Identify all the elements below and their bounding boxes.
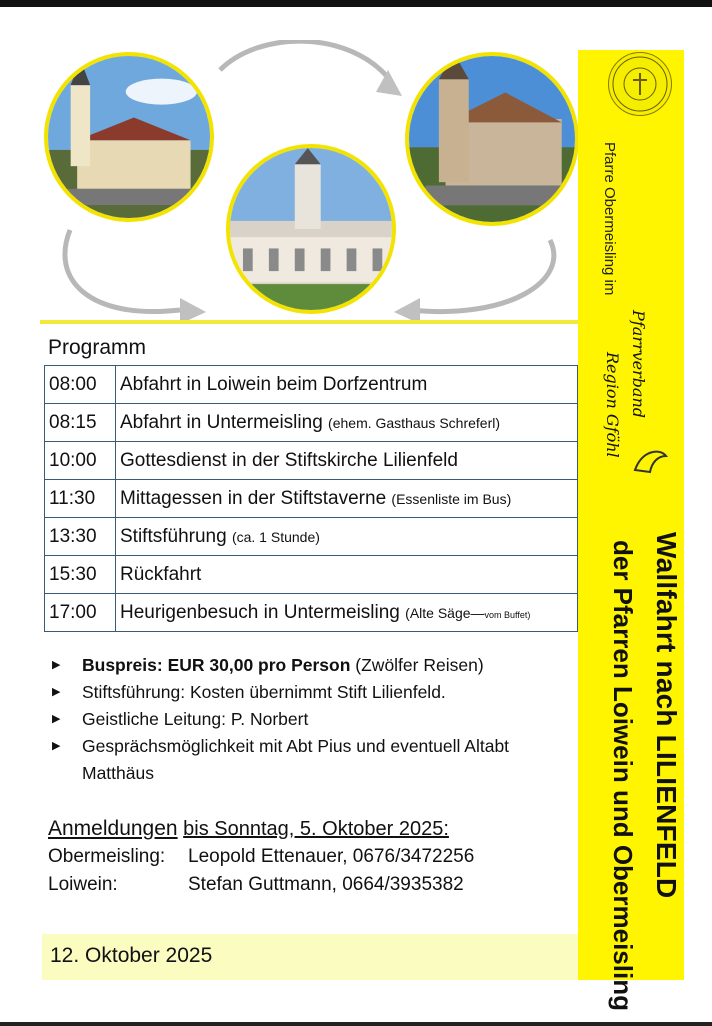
time-cell: 10:00 [45,442,116,480]
list-item: ▶ Geistliche Leitung: P. Norbert [46,706,566,733]
registration-heading: Anmeldungen bis Sonntag, 5. Oktober 2025: [48,817,449,840]
side-banner [578,50,684,1011]
dove-icon [630,440,670,480]
time-cell: 08:00 [45,366,116,404]
time-cell: 15:30 [45,556,116,594]
table-row [45,556,578,594]
program-table [44,365,578,632]
list-item: ▶ Gesprächsmöglichkeit mit Abt Pius und eventuell Altabt Matthäus [46,733,566,787]
activity-cell: Abfahrt in Loiwein beim Dorfzentrum [116,366,578,404]
table-row [45,442,578,480]
date-footer [42,934,578,980]
bottom-border [0,1022,712,1026]
event-date: 12. Oktober 2025 [50,944,213,967]
activity-cell: Stiftsführung (ca. 1 Stunde) [116,518,578,556]
contact-row: Obermeisling: Leopold Ettenauer, 0676/3472256 [48,846,475,867]
activity-cell: Rückfahrt [116,556,578,594]
divider-line [40,320,580,324]
table-row [45,594,578,632]
activity-cell: Heurigenbesuch in Untermeisling (Alte Säge—vom Buffet) [116,594,578,632]
program-title: Programm [48,336,147,359]
table-row [45,404,578,442]
photo-collage [30,40,590,330]
list-item: ▶ Buspreis: EUR 30,00 pro Person (Zwölfer Reisen) [46,652,566,679]
activity-cell: Mittagessen in der Stiftstaverne (Essenliste im Bus) [116,480,578,518]
contact-row: Loiwein: Stefan Guttmann, 0664/3935382 [48,874,464,895]
church-photo-loiwein [44,52,214,222]
parish-label: Pfarre Obermeisling im [601,142,618,296]
list-item: ▶ Stiftsführung: Kosten übernimmt Stift Lilienfeld. [46,679,566,706]
banner-title: Wallfahrt nach LILIENFELD [651,532,682,899]
parish-seal-icon [608,52,672,116]
time-cell: 13:30 [45,518,116,556]
banner-subtitle: der Pfarren Loiwein und Obermeisling [608,540,638,1011]
info-list [46,652,566,787]
pfarrverband-label: Pfarrverband [629,310,648,419]
cloister-photo-lilienfeld [226,144,396,314]
time-cell: 17:00 [45,594,116,632]
activity-cell: Abfahrt in Untermeisling (ehem. Gasthaus Schreferl) [116,404,578,442]
table-row [45,366,578,404]
region-label: Region Gföhl [603,352,622,458]
table-row [45,480,578,518]
church-photo-obermeisling [405,52,579,226]
table-row [45,518,578,556]
activity-cell: Gottesdienst in der Stiftskirche Lilienfeld [116,442,578,480]
time-cell: 11:30 [45,480,116,518]
top-border [0,0,712,7]
time-cell: 08:15 [45,404,116,442]
